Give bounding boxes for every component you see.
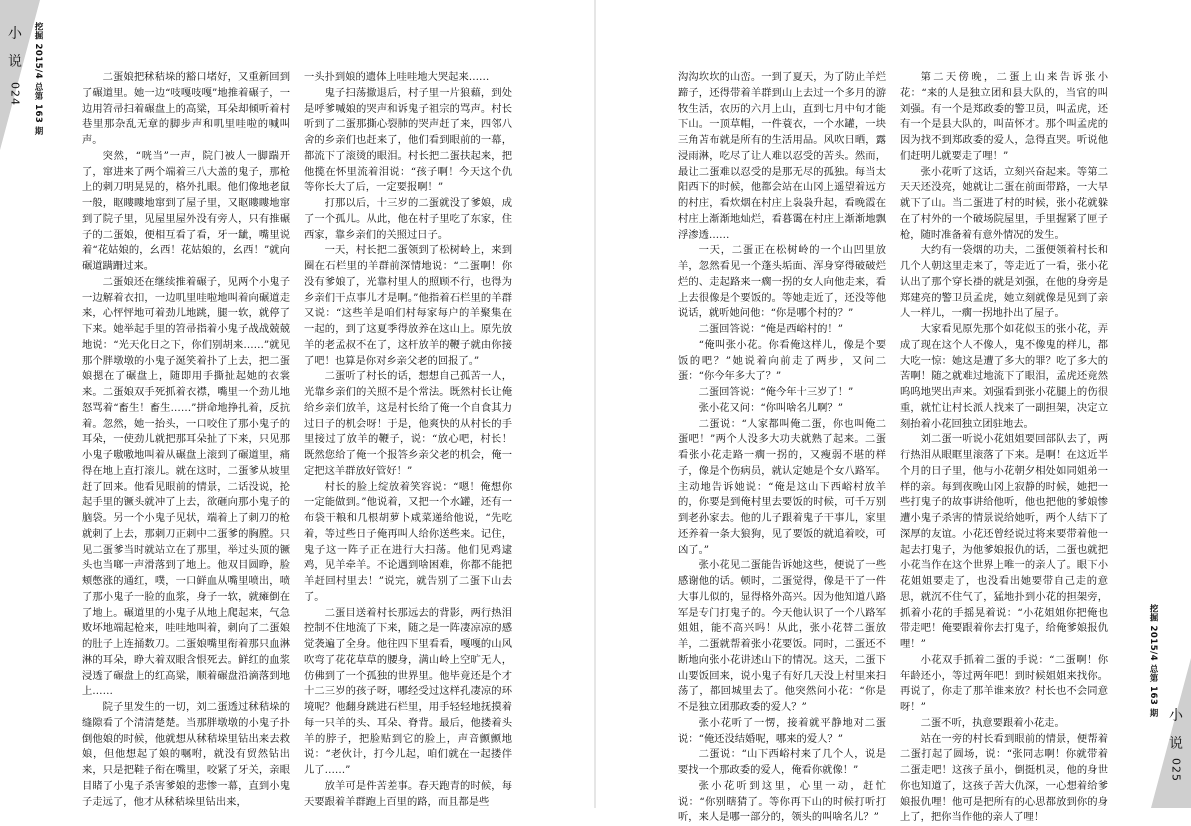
section-label: 小 说 [6, 20, 24, 76]
paragraph: 二蛋说：“山下西峪村来了几个人，说是要找一个那政委的爱人，俺看你就像！” [678, 747, 886, 779]
text-column-2 [900, 70, 1108, 778]
paragraph: 张小花又问：“你叫啥名儿啊？” [678, 401, 886, 417]
section-marker [1167, 702, 1185, 788]
paragraph: 张小花听了一愣，接着就平静地对二蛋说：“俺还没结婚呢，哪来的爱人？” [678, 716, 886, 748]
text-column-1 [678, 70, 886, 778]
paragraph: 村长的脸上绽放着笑容说：“嗯！俺想你一定能做到。”他说着，又把一个水罐，还有一布袋干粮和几根胡萝卜咸菜递给他说，“先吃着，等过些日子俺再叫人给你送些来。记住，鬼子这一阵子正在进行大扫荡。他们见鸡逮鸡，见羊牵羊。不论遇到啥困难，你都不能把羊赶回村里去！”说完，就告别了二蛋下山去了。 [304, 480, 512, 606]
paragraph: 刘二蛋一听说小花姐姐要回部队去了，两行热泪从眼眶里滚落了下来。是啊！在这近半个月的日子里，他与小花朝夕相处如同姐弟一样的亲。每到夜晚山冈上寂静的时候，她把一些打鬼子的故事讲给他听，他也把他的爹娘惨遭小鬼子杀害的情景说给她听，两个人结下了深厚的友谊。小花还曾经说过将来要带着他一起去打鬼子，为他爹娘报仇的话，二蛋也就把小花当作在这个世界上唯一的亲人了。眼下小花姐姐要走了，也没看出她要带自己走的意思，就沉不住气了，猛地扑到小花的担架旁，抓着小花的手摇晃着说：“小花姐姐你把俺也带走吧！俺要跟着你去打鬼子，给俺爹娘报仇哩！” [900, 432, 1108, 653]
paragraph: 第二天傍晚，二蛋上山来告诉张小花：“来的人是独立团和县大队的，当官的叫刘强。有一个是郑政委的警卫员，叫孟虎，还有一个是县大队的，叫苗怀才。那个叫孟虎的因为找不到郑政委的爱人，急得直哭。听说他们赶明儿就要走了哩！” [900, 70, 1108, 165]
section-marker [6, 20, 24, 106]
page-number: 024 [9, 82, 22, 106]
section-label: 小 说 [1167, 702, 1185, 758]
magazine-info: 挖掘 2015/4 总第 163 期 [1147, 604, 1159, 718]
paragraph: 二蛋听了村长的话，想想自己孤苦一人，光靠乡亲们的关照不是个常法。既然村长让俺给乡亲们放羊，这是村长给了俺一个自食其力过日子的机会呀！于是，他爽快的从村长的手里接过了放羊的鞭子，说：“放心吧，村长！既然您给了俺一个报答乡亲父老的机会，俺一定把这羊群放好管好！” [304, 369, 512, 479]
paragraph: 二蛋回答说：“俺今年十三岁了！” [678, 385, 886, 401]
paragraph: 站在一旁的村长看到眼前的情景，便帮着二蛋打起了圆场，说：“张同志啊！你就带着二蛋走吧！这孩子虽小，倒挺机灵，他的身世你也知道了，这孩子苦大仇深，一心想着给爹娘报仇哩！他可是把所有的心思都放到你的身上了，把你当作他的亲人了哩！ [900, 732, 1108, 826]
paragraph: “俺叫张小花。你看俺这样儿，像是个要饭的吧？”她说着向前走了两步，又问二蛋：“你今年多大了？” [678, 338, 886, 385]
magazine-info: 挖掘 2015/4 总第 163 期 [32, 22, 44, 136]
paragraph: 张小花听到这里，心里一动，赶忙说：“你别瞎猜了。等你再下山的时候打听打听，来人是哪一部分的，领头的叫啥名儿？” [678, 779, 886, 826]
paragraph: 鬼子扫荡撤退后，村子里一片狼藉，到处是呼爹喊娘的哭声和诉鬼子祖宗的骂声。村长听到了二蛋那撕心裂肺的哭声赶了来，四邻八舍的乡亲们也赶来了，他们看到眼前的一幕，都流下了滚烫的眼泪。村长把二蛋扶起来，把他揽在怀里流着泪说：“孩子啊！今天这个仇等你长大了后，一定要报啊！” [304, 86, 512, 196]
paragraph: 二蛋不听，执意要跟着小花走。 [900, 716, 1108, 732]
paragraph: 一头扑到娘的遗体上哇哇地大哭起来…… [304, 70, 512, 86]
paragraph: 一天，二蛋正在松树岭的一个山凹里放羊，忽然看见一个蓬头垢面、浑身穿得破破烂烂的、走起路来一瘸一拐的女人向他走来，看上去很像是个要饭的。等她走近了，还没等他说话，就听她问他：“你是哪个村的？” [678, 243, 886, 322]
paragraph: 大家看见原先那个如花似玉的张小花，弄成了现在这个人不像人，鬼不像鬼的样儿，都大吃一惊：她这是遭了多大的罪？吃了多大的苦啊！随之就难过地流下了眼泪，孟虎还竟然呜呜地哭出声来。刘强看到张小花腿上的伤很重，就忙让村长派人找来了一副担架，决定立刻抬着小花回独立团驻地去。 [900, 322, 1108, 432]
paragraph: 突然，“咣当”一声，院门被人一脚踹开了，窜进来了两个端着三八大盖的鬼子，那枪上的刺刀明晃晃的，格外扎眼。他们像地老鼠一般，眍瞜瞜地窜到了屋子里，又眍瞜瞜地窜到了院子里，见屋里屋外没有旁人，只有推碾子的二蛋娘，便相互看了看，牙一龇，嘴里说着“花姑娘的，幺西！花姑娘的，幺西！”就向碾道蹒跚过来。 [82, 149, 290, 275]
paragraph: 小花双手抓着二蛋的手说：“二蛋啊！你年龄还小，等过两年吧！到时候姐姐来找你。再说了，你走了那羊谁来放？村长也不会同意呀！” [900, 653, 1108, 716]
paragraph: 二蛋娘把秫秸垛的豁口堵好，又重新回到了碾道里。她一边“吱嘎吱嘎”地推着碾子，一边用笤帚扫着碾盘上的高粱，耳朵却倾听着村巷里那杂乱无章的脚步声和叽里哇啦的喊叫声。 [82, 70, 290, 149]
paragraph: 张小花见二蛋能告诉她这些，便说了一些感谢他的话。顿时，二蛋觉得，像是干了一件大事儿似的，显得格外高兴。因为他知道八路军是专门打鬼子的。今天他认识了一个八路军姐姐，能不高兴吗！从此，张小花替二蛋放羊，二蛋就帮着张小花要饭。同时，二蛋还不断地向张小花讲述山下的情况。这天，二蛋下山要饭回来，说小鬼子有好几天没上村里来扫荡了，都回城里去了。他突然问小花：“你是不是独立团那政委的爱人？” [678, 558, 886, 716]
text-column-2 [304, 70, 512, 778]
text-column-1 [82, 70, 290, 778]
paragraph: 张小花听了这话，立刻兴奋起来。等第二天天还没亮，她就让二蛋在前面带路，一大早就下了山。当二蛋进了村的时候，张小花就躲在了村外的一个破场院屋里，手里握紧了匣子枪，随时准备着有意外情况的发生。 [900, 165, 1108, 244]
paragraph: 二蛋说：“人家都叫俺二蛋，你也叫俺二蛋吧！”两个人没多大功夫就熟了起来。二蛋看张小花走路一瘸一拐的，又瘦弱不堪的样子，像是个伤病员，就认定她是个女八路军。主动地告诉她说：“俺是这山下西峪村放羊的，你要是到俺村里去要饭的时候，可千万别到老孙家去。他的儿子跟着鬼子干事儿，家里还养着一条大狼狗，见了要饭的就追着咬，可凶了。” [678, 417, 886, 559]
page-number: 025 [1170, 758, 1183, 782]
paragraph: 打那以后，十三岁的二蛋就没了爹娘，成了一个孤儿。从此，他在村子里吃了东家，住西家，靠乡亲们的关照过日子。 [304, 196, 512, 243]
paragraph: 二蛋娘还在继续推着碾子，见两个小鬼子一边解着衣扣，一边叽里哇啦地叫着向碾道走来，心怦怦地可着劲儿地跳，腿一软，就停了下来。她举起手里的笤帚指着小鬼子战战兢兢地说：“光天化日之下，你们别胡来……”就见那个胖墩墩的小鬼子涎笑着扑了上去，把二蛋娘摁在了碾盘上，随即用手撕扯起她的衣裳来。二蛋娘双手死抓着衣襟，嘴里一个劲儿地怒骂着“畜生！畜生……”拼命地挣扎着，反抗着。忽然，她一抬头，一口咬住了那小鬼子的耳朵，一使劲儿就把那耳朵扯了下来，只见那小鬼子嗷嗷地叫着从碾盘上滚到了碾道里，痛得在地上直打滚儿。就在这时，二蛋爹从坡里赶了回来。他看见眼前的情景，二话没说，抡起手里的镢头就冲了上去，欲砸向那小鬼子的脑袋。另一个小鬼子见状，端着上了刺刀的枪就刺了上去，那刺刀正刺中二蛋爹的胸膛。只见二蛋爹当时就站立在了那里，举过头顶的镢头也当啷一声滑落到了地上。他双目圆睁，脸颊憋涨的通红，噗，一口鲜血从嘴里喷出，喷了那小鬼子一脸的血浆，身子一软，就瘫倒在了地上。碾道里的小鬼子从地上爬起来，气急败坏地端起枪来，哇哇地叫着，刺向了二蛋娘的肚子上连捅数刀。二蛋娘嘴里衔着那只血淋淋的耳朵，睁大着双眼含恨死去。鲜红的血浆浸透了碾盘上的红高粱，顺着碾盘沿滴落到地上…… [82, 275, 290, 700]
paragraph: 二蛋回答说：“俺是西峪村的！” [678, 322, 886, 338]
right-page [596, 0, 1191, 808]
paragraph: 大约有一袋烟的功夫，二蛋便领着村长和几个人朝这里走来了，等走近了一看，张小花认出了那个穿长褂的就是刘强，在他的身旁是郑建亮的警卫员孟虎，她立刻就像是见到了亲人一样儿，一瘸一拐地扑出了屋子。 [900, 243, 1108, 322]
paragraph: 沟沟坎坎的山峦。一到了夏天，为了防止羊烂蹄子，还得带着羊群到山上去过一个多月的游牧生活，农历的六月上山，直到七月中旬才能下山。一顶草帽，一件蓑衣，一个水罐，一块三角苫布就是所有的生活用品。风吹日晒，露浸雨淋，吃尽了让人难以忍受的苦头。然而，最让二蛋难以忍受的是那无尽的孤独。每当太阳西下的时候，他都会站在山冈上遥望着远方的村庄，看炊烟在村庄上袅袅升起，看晚霞在村庄上渐渐地灿烂，看暮霭在村庄上渐渐地飘浮渗透…… [678, 70, 886, 243]
paragraph: 放羊可是件苦差事。春天跑青的时候，每天要跟着羊群跑上百里的路，而且都是些 [304, 779, 512, 811]
left-page [0, 0, 595, 808]
paragraph: 二蛋目送着村长那远去的背影，两行热泪控制不住地流了下来，随之是一阵凄凉凉的感觉袭遍了全身。他往四下里看看，嘎嘎的山风吹弯了花花草草的腰身，满山岭上空旷无人，仿佛到了一个孤独的世界里。他毕竟还是个才十二三岁的孩子呀，哪经受过这样孔凄凉的环境呢？他翻身跳进石栏里，用手轻轻地抚摸着每一只羊的头、耳朵、脊背。最后，他搂着头羊的脖子，把脸贴到它的脸上，声音颤颤地说：“老伙计，打今儿起，咱们就在一起搂伴儿了……” [304, 606, 512, 779]
paragraph: 院子里发生的一切，刘二蛋透过秫秸垛的缝隙看了个清清楚楚。当那胖墩墩的小鬼子扑倒他娘的时候，他就想从秫秸垛里钻出来去救娘，但他想起了娘的嘱咐，就没有贸然钻出来，只是把鞋子衔在嘴里，咬紧了牙关，亲眼目睹了小鬼子杀害爹娘的悲惨一幕，直到小鬼子走远了，他才从秫秸垛里钻出来， [82, 700, 290, 810]
paragraph: 一天，村长把二蛋领到了松树岭上，来到圈在石栏里的羊群前深情地说：“二蛋啊！你没有爹娘了，光靠村里人的照顾不行，也得为乡亲们干点事儿才是啊。”他指着石栏里的羊群又说：“这些羊是咱们村每家每户的羊聚集在一起的，到了这夏季得放养在这山上。原先放羊的老孟叔不在了，这杆放羊的鞭子就由你接了吧！也算是你对乡亲父老的回报了。” [304, 243, 512, 369]
